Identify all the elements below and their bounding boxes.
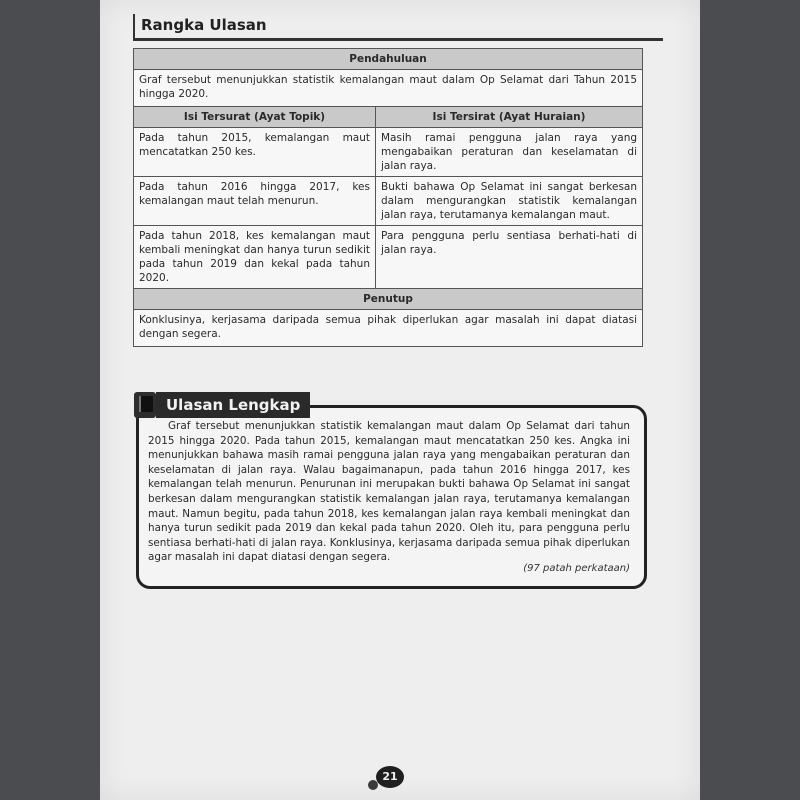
page-number: 21 — [376, 766, 404, 788]
rangka-ulasan-table — [133, 48, 643, 347]
table-row — [134, 226, 643, 289]
tersurat-header: Isi Tersurat (Ayat Topik) — [134, 107, 376, 128]
tersirat-cell: Bukti bahawa Op Selamat ini sangat berkesan dalam mengurangkan statistik kemalangan jalan raya, terutamanya kemalangan maut. — [376, 177, 643, 226]
ulasan-lengkap-text — [148, 419, 630, 565]
tersirat-cell: Masih ramai pengguna jalan raya yang mengabaikan peraturan dan keselamatan di jalan raya. — [376, 128, 643, 177]
tersirat-cell: Para pengguna perlu sentiasa berhati-hati di jalan raya. — [376, 226, 643, 289]
ulasan-paragraph: Graf tersebut menunjukkan statistik kemalangan maut dalam Op Selamat dari tahun 2015 hingga 2020. Pada tahun 2015, kemalangan maut mencatatkan 250 kes. Angka ini menunjukkan bahawa masih ramai pengguna jalan raya yang mengabaikan peraturan dan keselamatan di jalan raya. Walau bagaimanapun, pada tahun 2016 hingga 2017, kes kemalangan telah menurun. Penurunan ini merupakan bukti bahawa Op Selamat ini sangat berkesan dalam mengurangkan statistik kemalangan jalan raya, terutamanya kemalangan maut. Namun begitu, pada tahun 2018, kes kemalangan jalan raya kembali meningkat dan hanya turun sedikit pada 2019 dan kekal pada tahun 2020. Oleh itu, para pengguna perlu sentiasa berhati-hati di jalan raya. Konklusinya, kerjasama daripada semua pihak diperlukan agar masalah ini dapat diatasi dengan segera. — [148, 420, 630, 564]
book-icon — [134, 392, 156, 418]
pendahuluan-text: Graf tersebut menunjukkan statistik kemalangan maut dalam Op Selamat dari Tahun 2015 hingga 2020. — [134, 70, 643, 107]
tersirat-header: Isi Tersirat (Ayat Huraian) — [376, 107, 643, 128]
word-count: (97 patah perkataan) — [523, 563, 630, 574]
pendahuluan-header: Pendahuluan — [134, 49, 643, 70]
tersurat-cell: Pada tahun 2015, kemalangan maut mencatatkan 250 kes. — [134, 128, 376, 177]
table-row — [134, 128, 643, 177]
ulasan-lengkap-heading — [134, 392, 310, 418]
rangka-ulasan-heading: Rangka Ulasan — [133, 14, 273, 41]
tersurat-cell: Pada tahun 2016 hingga 2017, kes kemalangan maut telah menurun. — [134, 177, 376, 226]
table-row — [134, 177, 643, 226]
penutup-text: Konklusinya, kerjasama daripada semua pihak diperlukan agar masalah ini dapat diatasi dengan segera. — [134, 310, 643, 347]
tersurat-cell: Pada tahun 2018, kes kemalangan maut kembali meningkat dan hanya turun sedikit pada tahun 2019 dan kekal pada tahun 2020. — [134, 226, 376, 289]
penutup-header: Penutup — [134, 289, 643, 310]
ulasan-lengkap-label: Ulasan Lengkap — [156, 392, 310, 418]
